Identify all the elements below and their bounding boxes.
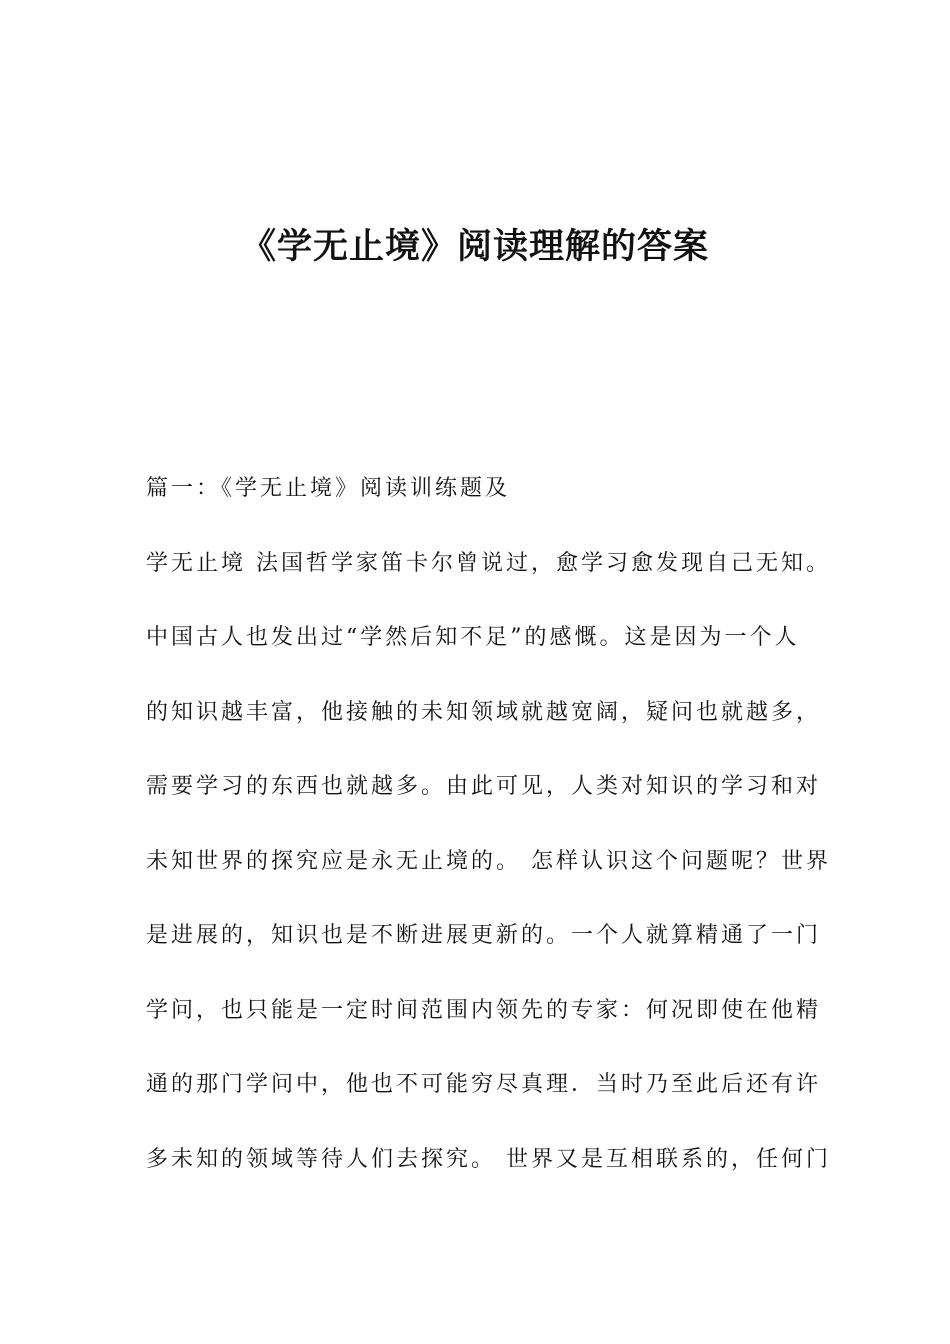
section-heading: 篇一：《学无止境》阅读训练题及 (146, 476, 511, 501)
paragraph-line: 学无止境 法国哲学家笛卡尔曾说过，愈学习愈发现自己无知。 (146, 550, 831, 576)
paragraph-line: 需要学习的东西也就越多。由此可见，人类对知识的学习和对 (146, 774, 822, 799)
paragraph-line: 的知识越丰富，他接触的未知领域就越宽阔，疑问也就越多， (146, 699, 822, 725)
paragraph-line: 通的那门学问中，他也不可能穷尽真理．当时乃至此后还有许 (146, 1072, 822, 1097)
paragraph-line: 未知世界的探究应是永无止境的。 怎样认识这个问题呢？世界 (146, 848, 831, 874)
paragraph-line: 中国古人也发出过“学然后知不足”的感慨。这是因为一个人 (146, 625, 800, 650)
document-title: 《学无止境》阅读理解的答案 (240, 227, 709, 267)
paragraph-line: 是进展的，知识也是不断进展更新的。一个人就算精通了一门 (146, 923, 822, 948)
paragraph-line: 学问，也只能是一定时间范围内领先的专家：何况即使在他精 (146, 997, 822, 1023)
paragraph-line: 多未知的领域等待人们去探究。 世界又是互相联系的，任何门 (146, 1146, 831, 1172)
document-body (146, 452, 846, 1197)
